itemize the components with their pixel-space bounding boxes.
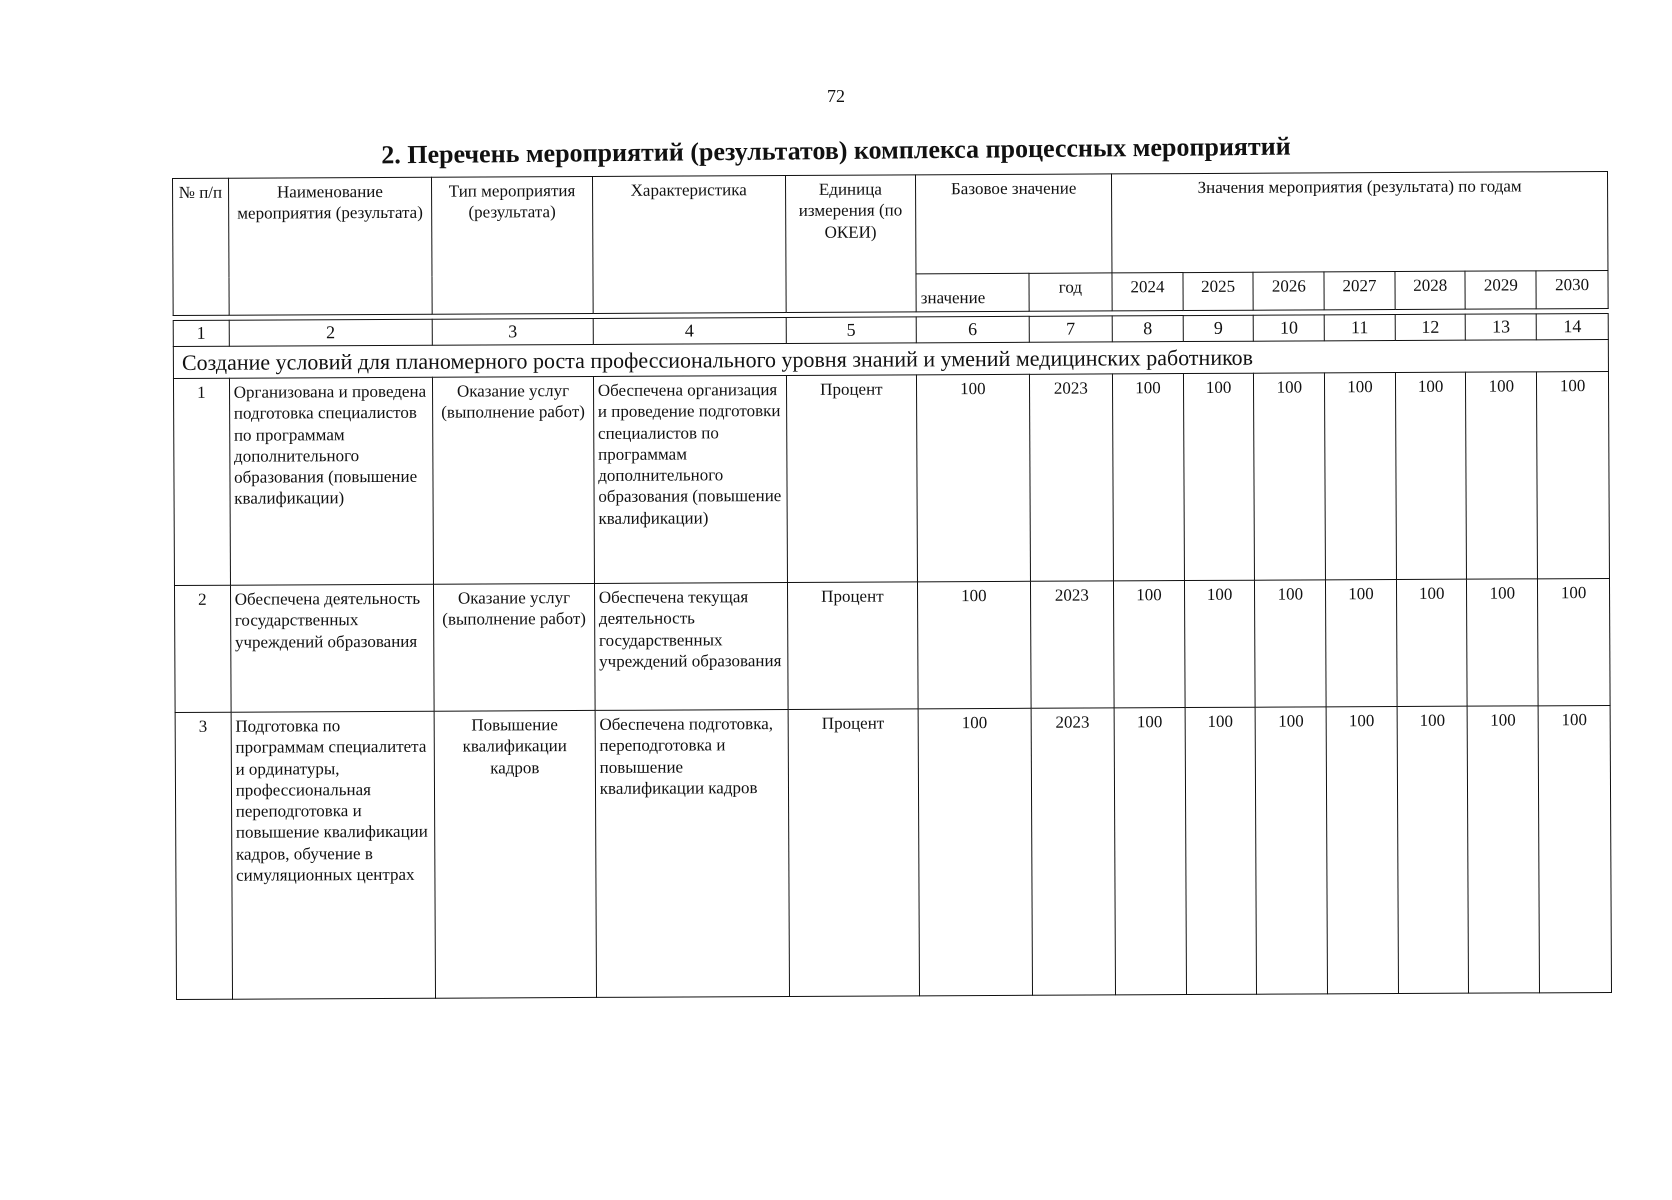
row-base-value: 100 [918,581,1031,709]
row-unit: Процент [788,709,920,997]
row-value-2028: 100 [1395,372,1467,579]
row-type: Оказание услуг (выполнение работ) [434,583,595,711]
column-number: 3 [432,318,593,344]
row-unit: Процент [787,582,918,710]
row-value-2026: 100 [1256,707,1328,994]
row-num: 3 [175,712,232,999]
row-num: 2 [174,585,230,712]
header-year-2026: 2026 [1253,272,1324,310]
column-number: 9 [1183,315,1254,341]
row-characteristic: Обеспечена подготовка, переподготовка и повышение квалификации кадров [595,709,789,997]
row-value-2029: 100 [1466,372,1538,579]
column-number: 6 [916,316,1029,342]
header-num: № п/п [173,178,229,315]
header-year-2030: 2030 [1536,270,1608,308]
row-value-2025: 100 [1185,707,1257,994]
section-title: Создание условий для планомерного роста профессионального уровня знаний и умений медицинских работников [173,339,1608,379]
row-value-2030: 100 [1538,705,1611,992]
row-value-2025: 100 [1184,580,1255,707]
row-value-2028: 100 [1397,706,1469,993]
column-number: 13 [1466,314,1537,340]
column-number: 12 [1395,314,1466,340]
row-value-2025: 100 [1183,373,1255,580]
row-value-2029: 100 [1468,706,1540,993]
row-value-2026: 100 [1255,580,1326,707]
column-number: 4 [593,318,786,344]
row-num: 1 [173,378,230,585]
row-base-year: 2023 [1030,581,1114,708]
page-number: 72 [827,86,845,106]
row-characteristic: Обеспечена текущая деятельность государственных учреждений образования [594,582,787,710]
header-year-2025: 2025 [1183,272,1254,310]
header-year-2028: 2028 [1395,271,1466,309]
header-unit: Единица измерения (по ОКЕИ) [785,175,916,313]
row-value-2030: 100 [1538,578,1610,705]
table-row [175,705,1611,999]
row-base-value: 100 [917,374,1030,582]
header-characteristic: Характеристика [592,176,785,314]
row-value-2029: 100 [1467,579,1538,706]
row-name: Подготовка по программам специалитета и ординатуры, профессиональная переподготовка и повышение квалификации кадров, обучение в симуляционных центрах [231,711,436,999]
column-number: 8 [1112,316,1183,342]
document-title: 2. Перечень мероприятий (результатов) комплекса процессных мероприятий [381,131,1291,170]
column-number: 14 [1536,313,1608,339]
header-type: Тип мероприятия (результата) [432,176,593,314]
column-number: 5 [786,317,917,343]
measures-table [172,171,1612,1000]
row-base-year: 2023 [1031,708,1116,995]
row-name: Обеспечена деятельность государственных учреждений образования [230,584,434,712]
row-value-2024: 100 [1114,581,1185,708]
row-base-value: 100 [918,708,1032,996]
row-value-2024: 100 [1113,374,1185,581]
row-value-2024: 100 [1114,708,1186,995]
row-unit: Процент [786,375,918,583]
row-type: Оказание услуг (выполнение работ) [433,376,595,584]
header-year-2029: 2029 [1465,271,1536,309]
header-base-year: год [1029,273,1113,311]
row-characteristic: Обеспечена организация и проведение подготовки специалистов по программам дополнительного образования (повышение квалификации) [593,376,787,584]
measures-table-wrapper [172,171,1612,1000]
row-value-2026: 100 [1254,373,1326,580]
column-number: 1 [173,320,229,346]
header-base-value: значение [916,273,1029,312]
header-row-main [173,171,1608,277]
header-name: Наименование мероприятия (результата) [228,177,432,315]
row-value-2028: 100 [1396,579,1467,706]
row-value-2027: 100 [1325,373,1397,580]
row-value-2027: 100 [1326,580,1397,707]
header-by-years: Значения мероприятия (результата) по годам [1112,171,1608,272]
row-name: Организована и проведена подготовка специалистов по программам дополнительного образования (повышение квалификации) [229,377,433,585]
row-base-year: 2023 [1029,374,1114,581]
column-number: 11 [1324,315,1395,341]
column-number: 10 [1254,315,1325,341]
column-number: 7 [1029,316,1113,342]
table-row [173,371,1609,585]
row-type: Повышение квалификации кадров [434,710,596,998]
row-value-2030: 100 [1537,371,1610,578]
header-year-2024: 2024 [1112,273,1183,311]
table-row [174,578,1610,712]
header-year-2027: 2027 [1324,272,1395,310]
header-base: Базовое значение [916,174,1112,274]
row-value-2027: 100 [1326,707,1398,994]
column-number: 2 [229,319,433,345]
